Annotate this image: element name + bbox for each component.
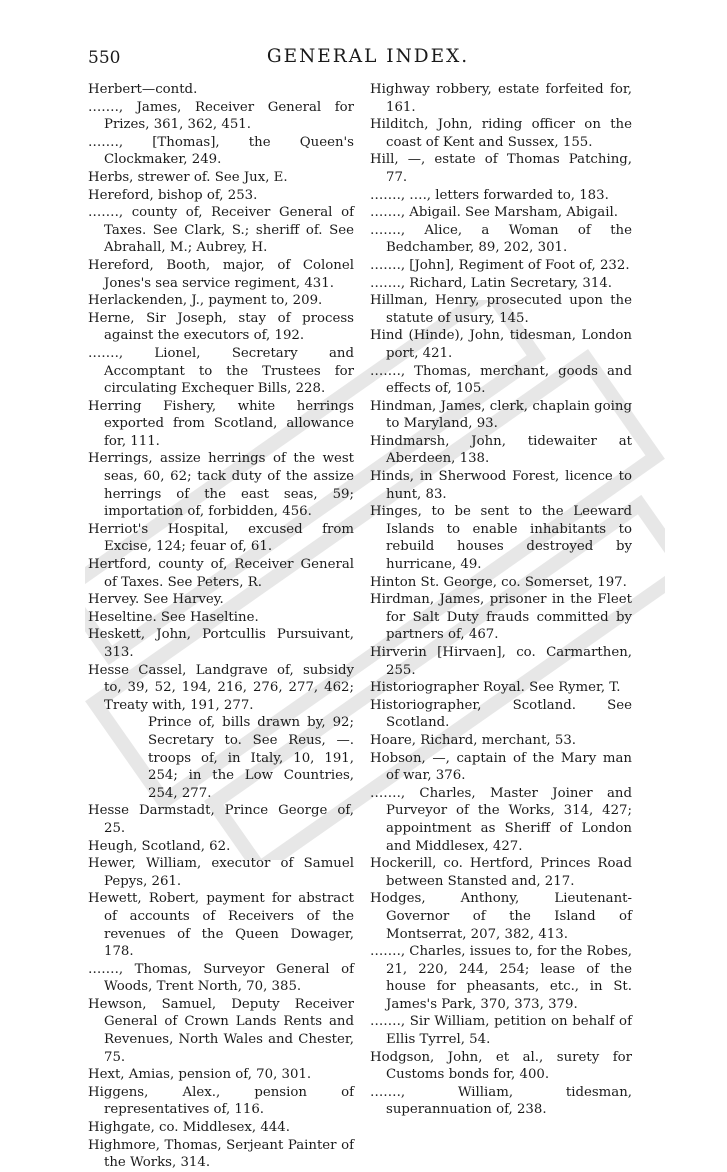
index-entry: Highmore, Thomas, Serjeant Painter of the Works, 314. [88,1137,354,1171]
index-entry: ……., Thomas, merchant, goods and effects of, 105. [370,363,632,397]
page-number: 550 [88,48,121,68]
index-entry: Historiographer Royal. See Rymer, T. [370,680,621,696]
index-entry: Herrings, assize herrings of the west seas, 60, 62; tack duty of the assize herrings of the east seas, 59; importation of, forbidden, 456. [88,451,354,520]
index-entry: Hirdman, James, prisoner in the Fleet for Salt Duty frauds committed by partners of, 467. [370,592,632,643]
index-entry: Highway robbery, estate forfeited for, 161. [370,82,632,115]
index-entry: ……., Richard, Latin Secretary, 314. [370,275,613,291]
index-entry: ……., …., letters forwarded to, 183. [370,187,609,203]
index-entry: Highgate, co. Middlesex, 444. [88,1120,290,1136]
index-entry: Hilditch, John, riding officer on the coast of Kent and Sussex, 155. [370,117,632,150]
index-entry: Prince of, bills drawn by, 92; Secretary to. See Reus, —. troops of, in Italy, 10, 191, 254; in the Low Countries, 254, 277. [148,715,354,801]
index-entry: Hext, Amias, pension of, 70, 301. [88,1067,312,1083]
index-entry: Hill, —, estate of Thomas Patching, 77. [370,152,632,185]
page-header [88,46,648,76]
index-entry: Herlackenden, J., payment to, 209. [88,293,323,309]
index-entry: ……., Charles, issues to, for the Robes, 21, 220, 244, 254; lease of the house for pheasants, etc., in St. James's Park, 370, 373, 379. [370,944,632,1012]
index-entry: ……., [Thomas], the Queen's Clockmaker, 249. [88,134,354,168]
index-entry: Hertford, county of, Receiver General of Taxes. See Peters, R. [88,557,354,590]
index-entry: Hervey. See Harvey. [88,592,224,608]
index-entry: Herriot's Hospital, excused from Excise, 124; feuar of, 61. [88,521,354,555]
index-entry: ……., William, tidesman, superannuation of, 238. [370,1084,632,1118]
index-entry: Hewson, Samuel, Deputy Receiver General of Crown Lands Rents and Revenues, North Wales and Chester, 75. [88,996,354,1065]
index-entry: Hobson, —, captain of the Mary man of war, 376. [370,750,632,784]
index-entry: Hereford, Booth, major, of Colonel Jones's sea service regiment, 431. [88,257,354,291]
index-entry: ……., county of, Receiver General of Taxes. See Clark, S.; sheriff of. See Abrahall, M.; Aubrey, H. [88,205,354,256]
index-entry: Hodgson, John, et al., surety for Customs bonds for, 400. [370,1049,632,1083]
index-entry: Hinds, in Sherwood Forest, licence to hunt, 83. [370,469,632,502]
index-entry: Hodges, Anthony, Lieutenant-Governor of the Island of Montserrat, 207, 382, 413. [370,891,632,942]
index-entry: Heskett, John, Portcullis Pursuivant, 313. [88,627,354,660]
index-entry: Historiographer, Scotland. See Scotland. [370,697,632,731]
index-entry: Herbert—contd. [88,82,198,97]
index-entry: Higgens, Alex., pension of representatives of, 116. [88,1084,354,1118]
index-entry: Hesse Darmstadt, Prince George of, 25. [88,803,354,836]
index-entry: ……., Abigail. See Marsham, Abigail. [370,205,618,221]
index-entry: ……., Thomas, Surveyor General of Woods, Trent North, 70, 385. [88,961,354,995]
index-column-right [370,81,632,1119]
index-entry: Hirverin [Hirvaen], co. Carmarthen, 255. [370,645,632,678]
index-entry: Hinges, to be sent to the Leeward Islands to enable inhabitants to rebuild houses destroyed by hurricane, 49. [370,504,632,573]
index-entry: Heseltine. See Haseltine. [88,609,259,625]
index-entry: Herbs, strewer of. See Jux, E. [88,169,288,185]
index-entry: Hinton St. George, co. Somerset, 197. [370,574,627,590]
index-entry: Hind (Hinde), John, tidesman, London port, 421. [370,328,632,361]
index-entry: Hewett, Robert, payment for abstract of accounts of Receivers of the revenues of the Queen Dowager, 178. [88,891,354,960]
index-entry: Hillman, Henry, prosecuted upon the statute of usury, 145. [370,293,632,326]
index-entry: Hindman, James, clerk, chaplain going to Maryland, 93. [370,398,632,432]
page-title: GENERAL INDEX. [266,46,470,67]
index-entry: ……., Lionel, Secretary and Accomptant to the Trustees for circulating Exchequer Bills, 228. [88,345,354,397]
index-entry: Hoare, Richard, merchant, 53. [370,732,577,748]
index-entry: Heugh, Scotland, 62. [88,838,231,854]
index-entry: Herne, Sir Joseph, stay of process against the executors of, 192. [88,310,354,344]
index-entry: Hockerill, co. Hertford, Princes Road between Stansted and, 217. [370,856,632,889]
index-entry: ……., Charles, Master Joiner and Purveyor of the Works, 314, 427; appointment as Sheriff of London and Middlesex, 427. [370,785,632,854]
index-entry: Hewer, William, executor of Samuel Pepys, 261. [88,856,354,889]
index-entry: Hereford, bishop of, 253. [88,187,258,203]
index-entry: ……., [John], Regiment of Foot of, 232. [370,257,630,273]
index-entry: ……., Alice, a Woman of the Bedchamber, 89, 202, 301. [370,222,632,256]
index-column-left [88,81,354,1172]
index-entry: ……., James, Receiver General for Prizes, 361, 362, 451. [88,99,354,133]
index-entry: Hesse Cassel, Landgrave of, subsidy to, 39, 52, 194, 216, 276, 277, 462; Treaty with, 191, 277. [88,662,354,713]
index-entry: Herring Fishery, white herrings exported from Scotland, allowance for, 111. [88,398,354,449]
index-entry: ……., Sir William, petition on behalf of Ellis Tyrrel, 54. [370,1014,632,1048]
index-entry: Hindmarsh, John, tidewaiter at Aberdeen, 138. [370,433,632,467]
